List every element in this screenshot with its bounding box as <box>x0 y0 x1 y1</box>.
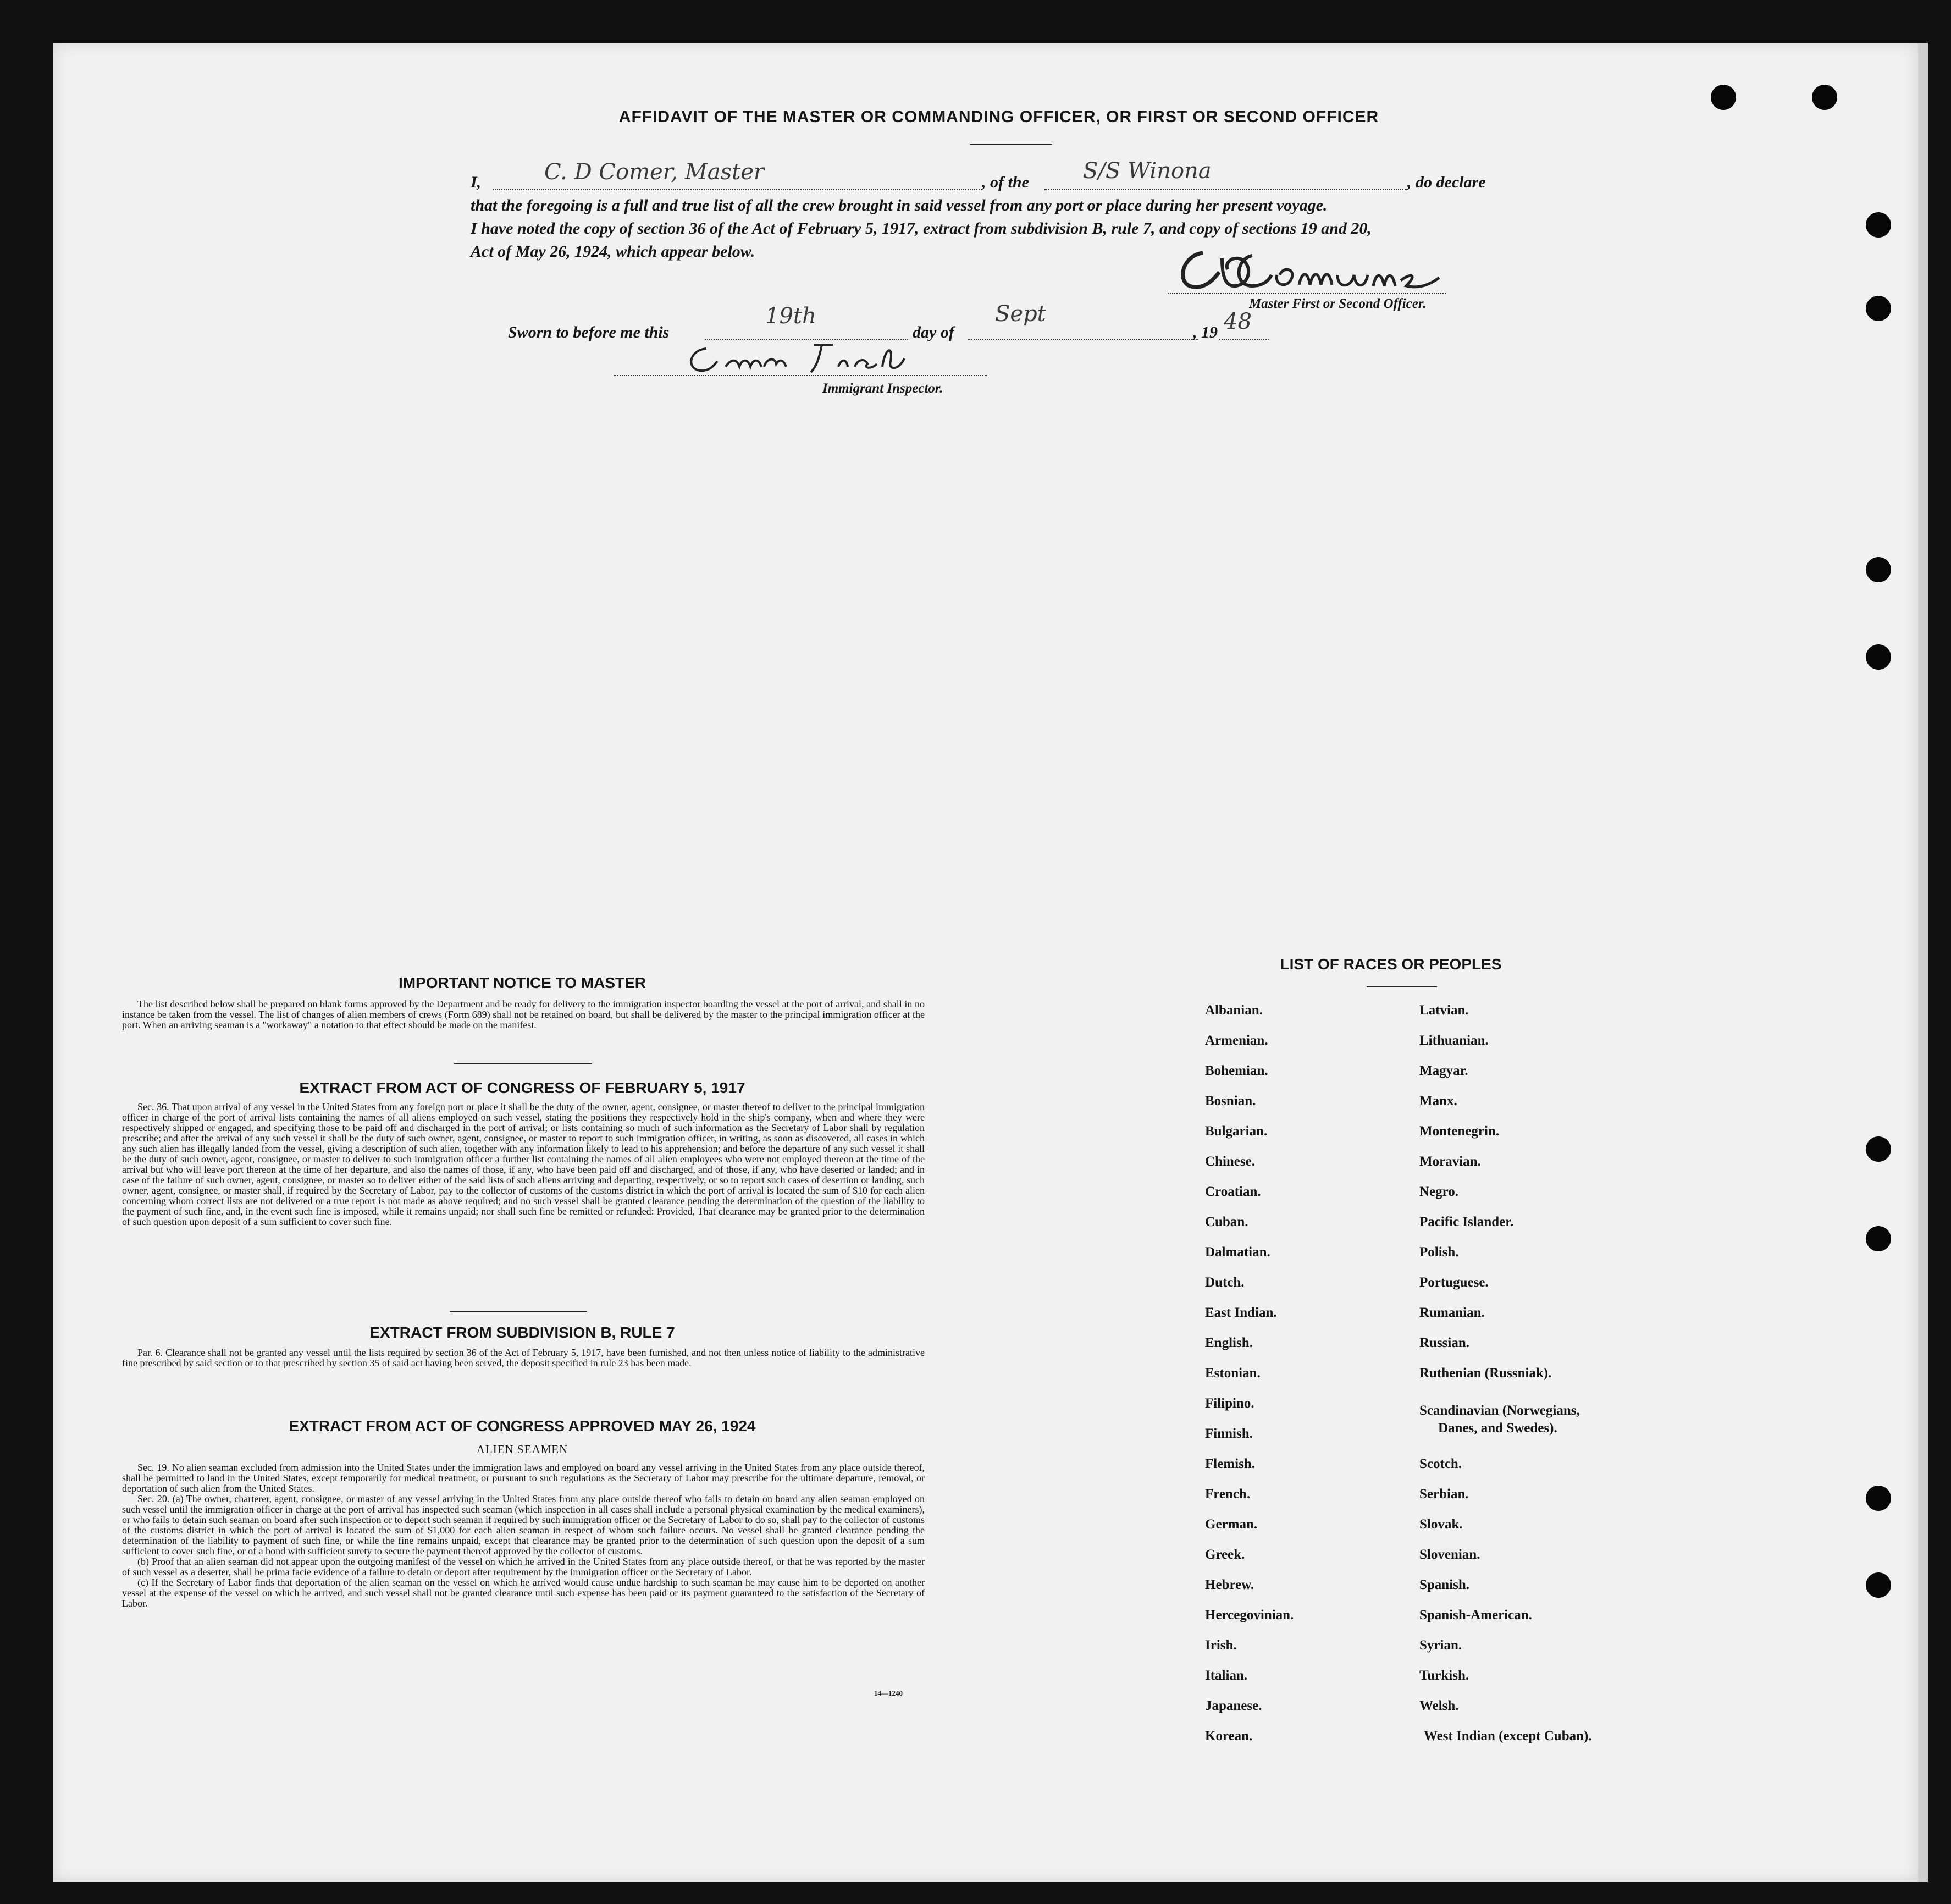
punch-hole <box>1866 296 1891 321</box>
extract-1924-paragraph: Sec. 19. No alien seaman excluded from admission into the United States under the immigration laws and employed on board any vessel arriving in the United States from any place outside thereof, shall be permitted to land in the United States, except temporarily for medical treatment, or pursuant to such regulations as the Secretary of Labor may prescribe for the ultimate departure, removal, or deportation of such alien from the United States. <box>122 1462 925 1494</box>
race-left: East Indian. <box>1205 1305 1277 1320</box>
race-left: Estonian. <box>1205 1366 1261 1381</box>
extract-1917-paragraph: Sec. 36. That upon arrival of any vessel in the United States from any foreign port or place it shall be the duty of the owner, agent, consignee, or master thereof to deliver to the principal immigration officer in charge of the port of arrival lists containing the names of all aliens employed on such vessel, stating the positions they respectively hold in the ship's company, when and where they were respectively shipped or engaged, and specifying those to be paid off and discharged in the port of arrival; or lists containing so much of such information as the Secretary of Labor shall by regulation prescribe; and after the arrival of any such vessel it shall be the duty of such owner, agent, consignee, or master to report to such immigration officer, in writing, as soon as discovered, all cases in which any such alien has illegally landed from the vessel, giving a description of such alien, together with any information likely to lead to his apprehension; and before the departure of any such vessel it shall be the duty of such owner, agent, consignee, or master to deliver to such immigration officer a further list containing the names of all alien employees who were not employed thereon at the time of the arrival but who will leave port thereon at the time of her departure, and also the names of those, if any, who have been paid off and discharged, and of those, if any, who have deserted or landed; and in case of the failure of such owner, agent, consignee, or master so to deliver either of the said lists of such aliens arriving and departing, respectively, or so to report such cases of desertion or landing, such owner, agent, consignee, or master shall, if required by the Secretary of Labor, pay to the collector of customs of the customs district in which the port of arrival is located the sum of $10 for each alien concerning whom correct lists are not delivered or a true report is not made as above required; and no such vessel shall be granted clearance pending the determination of the question of the liability to the payment of such fine, and, in the event such fine is imposed, while it remains unpaid; nor shall such fine be remitted or refunded: Provided, That clearance may be granted prior to the determination of such question upon deposit of a sum sufficient to cover such fine. <box>122 1101 925 1227</box>
notice-title: IMPORTANT NOTICE TO MASTER <box>398 974 646 991</box>
extract-1924-paragraph: (b) Proof that an alien seaman did not appear upon the outgoing manifest of the vessel on which he arrived in the United States from any place outside thereof, or that he was reported by the master of such vessel as a deserter, shall be prima facie evidence of a failure to detain or deport after requirement by the immigration officer or the Secretary of Labor. <box>122 1556 925 1577</box>
race-right: Manx. <box>1419 1094 1457 1108</box>
handwritten-vessel: S/S Winona <box>1083 158 1212 184</box>
race-left: Dalmatian. <box>1205 1245 1270 1260</box>
vessel-fill-line <box>1044 189 1407 190</box>
race-left: Italian. <box>1205 1668 1248 1683</box>
name-fill-line <box>493 189 982 190</box>
race-right: Rumanian. <box>1419 1305 1485 1320</box>
race-right: Syrian. <box>1419 1638 1462 1653</box>
extract-rule7-paragraph: Par. 6. Clearance shall not be granted any vessel until the lists required by section 36 of the Act of February 5, 1917, have been furnished, and not then unless notice of liability to the administrative fine prescribed by said section or to that prescribed by section 35 of said act having been served, the deposit specified in rule 23 has been made. <box>122 1347 925 1368</box>
punch-hole <box>1866 212 1891 238</box>
race-right: Polish. <box>1419 1245 1459 1260</box>
race-left: Hercegovinian. <box>1205 1608 1294 1622</box>
extract-1924-subtitle: ALIEN SEAMEN <box>476 1443 568 1456</box>
race-right: Ruthenian (Russniak). <box>1419 1366 1552 1381</box>
race-right: Magyar. <box>1419 1063 1468 1078</box>
punch-hole <box>1866 557 1891 582</box>
races-title: LIST OF RACES OR PEOPLES <box>1280 956 1502 973</box>
race-left: Finnish. <box>1205 1426 1253 1441</box>
race-right: Russian. <box>1419 1335 1470 1350</box>
declaration-of-the: , of the <box>982 173 1029 191</box>
race-left: Cuban. <box>1205 1215 1248 1229</box>
race-left: Japanese. <box>1205 1698 1262 1713</box>
extract-1917-title: EXTRACT FROM ACT OF CONGRESS OF FEBRUARY 5, 1917 <box>299 1079 745 1096</box>
race-right: Portuguese. <box>1419 1275 1489 1290</box>
race-right: Slovenian. <box>1419 1547 1480 1562</box>
punch-hole <box>1711 85 1736 110</box>
handwritten-month: Sept <box>995 301 1046 327</box>
declaration-do-declare: , do declare <box>1407 173 1486 191</box>
race-left: Chinese. <box>1205 1154 1255 1169</box>
extract-1924-title: EXTRACT FROM ACT OF CONGRESS APPROVED MAY 26, 1924 <box>289 1417 756 1434</box>
affidavit-title: AFFIDAVIT OF THE MASTER OR COMMANDING OFFICER, OR FIRST OR SECOND OFFICER <box>618 108 1379 126</box>
title-divider <box>970 144 1052 145</box>
extract-1924-paragraph: (c) If the Secretary of Labor finds that deportation of the alien seaman on the vessel on which he arrived would cause undue hardship to such seaman he may cause him to be deported on another vessel at the expense of the vessel on which he arrived, and such vessel shall not be granted clearance until such expense has been paid or its payment guaranteed to the satisfaction of the Secretary of Labor. <box>122 1577 925 1609</box>
notice-body <box>122 999 925 1030</box>
inspector-caption: Immigrant Inspector. <box>822 381 943 396</box>
declaration-pre-name: I, <box>471 173 482 191</box>
race-left: Bosnian. <box>1205 1094 1256 1108</box>
race-right: Lithuanian. <box>1419 1033 1489 1048</box>
master-signature-caption: Master First or Second Officer. <box>1249 296 1427 311</box>
sworn-day-of: day of <box>913 323 954 341</box>
race-right: Danes, and Swedes). <box>1438 1421 1557 1436</box>
race-right: Montenegrin. <box>1419 1124 1500 1139</box>
year-fill-line <box>1219 339 1269 340</box>
race-right: Negro. <box>1419 1184 1459 1199</box>
race-left: Flemish. <box>1205 1456 1255 1471</box>
sworn-text: Sworn to before me this <box>508 323 670 341</box>
race-left: Hebrew. <box>1205 1577 1254 1592</box>
punch-hole <box>1866 1136 1891 1162</box>
punch-hole <box>1812 85 1837 110</box>
inspector-signature <box>682 336 913 380</box>
handwritten-year: 48 <box>1224 309 1252 334</box>
extract-1924-body <box>122 1463 925 1609</box>
race-left: Armenian. <box>1205 1033 1268 1048</box>
punch-hole <box>1866 1572 1891 1598</box>
race-left: French. <box>1205 1487 1251 1502</box>
race-left: Filipino. <box>1205 1396 1254 1411</box>
race-left: Bohemian. <box>1205 1063 1268 1078</box>
race-left: English. <box>1205 1335 1253 1350</box>
race-right: Spanish-American. <box>1419 1608 1532 1622</box>
race-right: West Indian (except Cuban). <box>1424 1729 1592 1743</box>
declaration-line-2: that the foregoing is a full and true list of all the crew brought in said vessel from any port or place during her present voyage. <box>471 196 1328 214</box>
races-divider <box>1367 986 1437 987</box>
extract-1917-body <box>122 1102 925 1227</box>
handwritten-name: C. D Comer, Master <box>544 159 765 185</box>
section-divider <box>454 1063 592 1064</box>
race-left: Korean. <box>1205 1729 1253 1743</box>
race-right: Latvian. <box>1419 1003 1469 1018</box>
section-divider <box>450 1311 587 1312</box>
race-right: Slovak. <box>1419 1517 1463 1532</box>
sworn-year-prefix: , 19 <box>1193 323 1218 341</box>
race-left: Croatian. <box>1205 1184 1261 1199</box>
master-signature <box>1170 242 1456 297</box>
race-right: Scotch. <box>1419 1456 1462 1471</box>
punch-hole <box>1866 644 1891 670</box>
declaration-line-3: I have noted the copy of section 36 of the Act of February 5, 1917, extract from subdivision B, rule 7, and copy of sections 19 and 20, <box>471 219 1372 238</box>
race-right: Spanish. <box>1419 1577 1470 1592</box>
month-fill-line <box>968 339 1198 340</box>
race-left: Greek. <box>1205 1547 1245 1562</box>
race-right: Welsh. <box>1419 1698 1459 1713</box>
race-right: Moravian. <box>1419 1154 1481 1169</box>
race-left: Dutch. <box>1205 1275 1245 1290</box>
inspector-signature-line <box>614 375 987 376</box>
race-right: Scandinavian (Norwegians, <box>1419 1403 1580 1418</box>
race-right: Pacific Islander. <box>1419 1215 1514 1229</box>
punch-hole <box>1866 1226 1891 1251</box>
extract-rule7-body <box>122 1348 925 1368</box>
race-right: Serbian. <box>1419 1487 1469 1502</box>
punch-hole <box>1866 1486 1891 1511</box>
page-edge <box>1918 43 1928 1882</box>
race-left: Bulgarian. <box>1205 1124 1268 1139</box>
form-number: 14—1240 <box>874 1689 903 1697</box>
extract-rule7-title: EXTRACT FROM SUBDIVISION B, RULE 7 <box>369 1324 675 1341</box>
notice-paragraph: The list described below shall be prepared on blank forms approved by the Department and be ready for delivery to the immigration inspector boarding the vessel at the port of arrival, and shall in no instance be taken from the vessel. The list of changes of alien members of crews (Form 689) shall not be retained on board, but shall be delivered by the master to the principal immigration officer at the port. When an arriving seaman is a "workaway" a notation to that effect should be made on the manifest. <box>122 998 925 1030</box>
race-left: Albanian. <box>1205 1003 1263 1018</box>
race-left: German. <box>1205 1517 1258 1532</box>
race-left: Irish. <box>1205 1638 1237 1653</box>
race-right: Turkish. <box>1419 1668 1469 1683</box>
handwritten-day: 19th <box>765 303 816 329</box>
extract-1924-paragraph: Sec. 20. (a) The owner, charterer, agent, consignee, or master of any vessel arriving in the United States from any place outside thereof who fails to detain on board any alien seaman employed on such vessel until the immigration officer in charge at the port of arrival has inspected such seaman (which inspection in all cases shall include a personal physical examination by the medical examiners), or who fails to detain such seaman on board after such inspection or to deport such seaman if required by such immigration officer or the Secretary of Labor to do so, shall pay to the collector of customs of the customs district in which the port of arrival is located the sum of $1,000 for each alien seaman in respect of whom such failure occurs. No vessel shall be granted clearance pending the determination of the liability to payment of such fine, or while the fine remains unpaid, except that clearance may be granted prior to the determination of such question upon the deposit of a sum sufficient to cover such fine, or of a bond with sufficient surety to secure the payment thereof approved by the collector of customs. <box>122 1493 925 1557</box>
declaration-line-4: Act of May 26, 1924, which appear below. <box>471 242 755 261</box>
